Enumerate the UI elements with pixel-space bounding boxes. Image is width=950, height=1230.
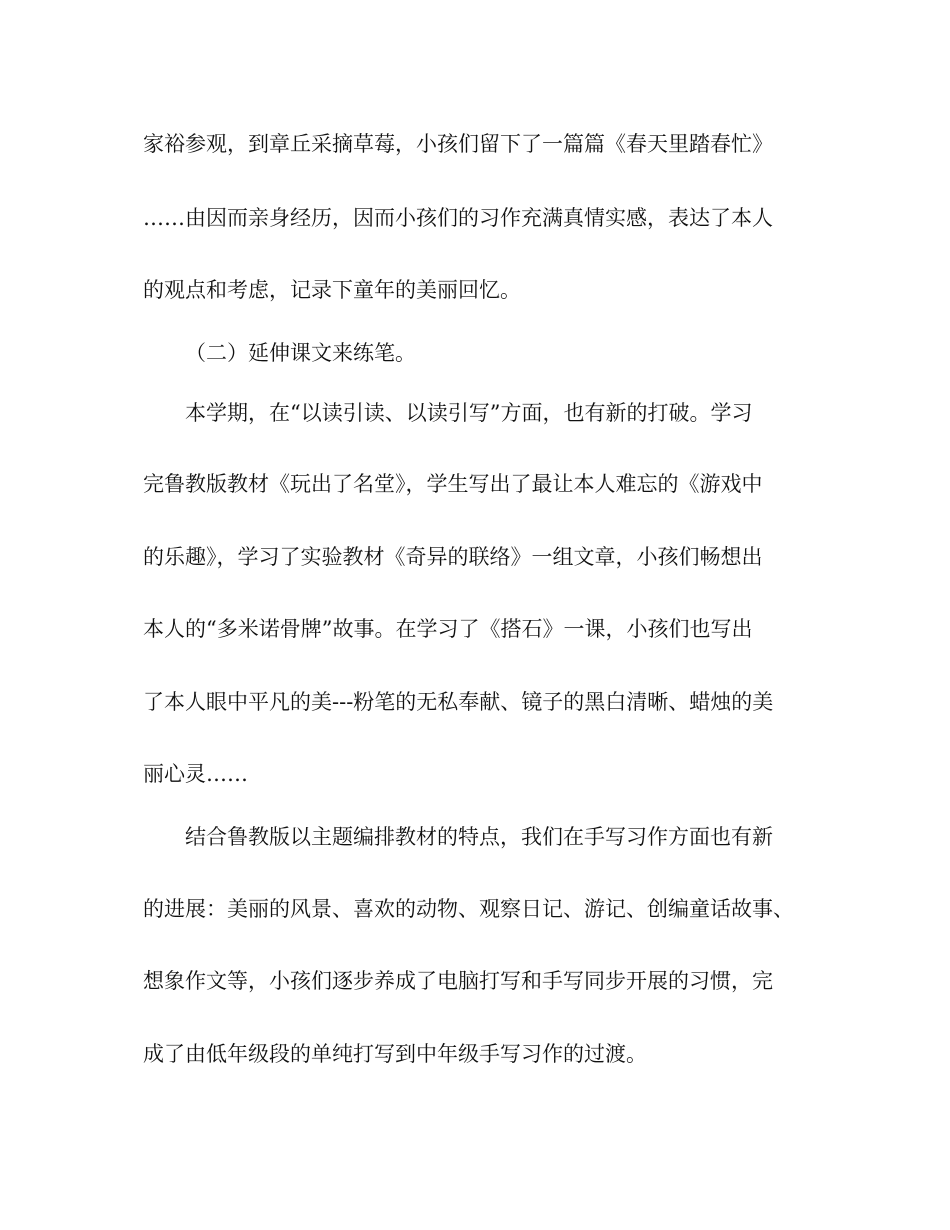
text-line: 成了由低年级段的单纯打写到中年级手写习作的过渡。: [143, 1042, 647, 1066]
text-line: 结合鲁教版以主题编排教材的特点，我们在手写习作方面也有新: [185, 825, 773, 849]
text-line: 丽心灵……: [143, 762, 248, 786]
text-line: 完鲁教版教材《玩出了名堂》，学生写出了最让本人难忘的《游戏中: [143, 472, 763, 496]
text-line: 的乐趣》，学习了实验教材《奇异的联络》一组文章，小孩们畅想出: [143, 545, 763, 569]
text-line: 了本人眼中平凡的美---粉笔的无私奉献、镜子的黑白清晰、蜡烛的美: [143, 690, 774, 714]
text-line: 的观点和考虑，记录下童年的美丽回忆。: [143, 278, 521, 302]
text-line: 想象作文等，小孩们逐步养成了电脑打写和手写同步开展的习惯，完: [143, 969, 773, 993]
text-line: ……由因而亲身经历，因而小孩们的习作充满真情实感，表达了本人: [143, 206, 773, 230]
text-line: 本人的“多米诺骨牌”故事。在学习了《搭石》一课，小孩们也写出: [143, 617, 753, 641]
text-line: 的进展：美丽的风景、喜欢的动物、观察日记、游记、创编童话故事、: [143, 897, 794, 921]
text-line: 家裕参观，到章丘采摘草莓，小孩们留下了一篇篇《春天里踏春忙》: [143, 132, 773, 156]
text-line: 本学期，在“以读引读、以读引写”方面，也有新的打破。学习: [185, 401, 753, 425]
section-heading: （二）延伸课文来练笔。: [185, 341, 416, 365]
